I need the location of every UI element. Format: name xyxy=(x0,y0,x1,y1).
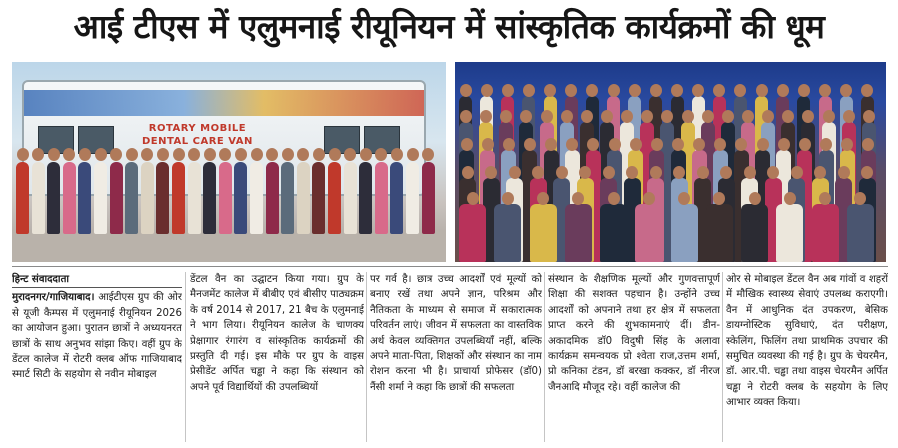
alumni-head xyxy=(863,110,875,123)
person-head xyxy=(110,148,122,161)
person-head xyxy=(266,148,278,161)
road xyxy=(12,230,446,262)
person-head xyxy=(32,148,44,161)
person-figure xyxy=(375,162,388,234)
alumni-head xyxy=(777,84,789,97)
alumni-head xyxy=(630,138,642,151)
person-head xyxy=(17,148,29,161)
alumni-head xyxy=(509,166,521,179)
person-head xyxy=(407,148,419,161)
person-figure xyxy=(250,162,263,234)
alumni-figure xyxy=(671,204,698,262)
person-head xyxy=(173,148,185,161)
alumni-head xyxy=(460,84,472,97)
photo-dental-van-group xyxy=(12,62,446,262)
person-head xyxy=(95,148,107,161)
person-head xyxy=(344,148,356,161)
dateline: मुरादनगर/गाजियाबाद। xyxy=(12,292,95,304)
alumni-head xyxy=(502,84,514,97)
person-figure xyxy=(110,162,123,234)
column-text: आईटीएस ग्रुप की ओर से यूजी कैम्पस में एलुमनाई रीयूनियन 2026 का आयोजन हुआ। पुरातन छात्रों ने अध्ययनरत छात्रों के साथ अनुभव सांझा किए। वहीं ग्रुप के डेंटल कालेज में रोटरी क्लब ऑफ गाजियाबाद स्मार्ट सिटी के सहयोग से नवीन मोबाइल xyxy=(12,292,182,381)
alumni-head xyxy=(722,110,734,123)
alumni-figure xyxy=(812,204,839,262)
article-column-3: पर गर्व है। छात्र उच्च आदर्शों एवं मूल्यों को बनाए रखें तथा अपने ज्ञान, परिश्रम और नैतिकता के माध्यम से समाज में सकारात्मक परिवर्तन लाएं। जीवन में सफलता का वास्तविक अर्थ केवल व्यक्तिगत उपलब्धियाँ नहीं, बल्कि अपने माता-पिता, शिक्षकों और संस्थान का नाम रोशन करना भी है। प्राचार्या प्रोफेसर (डॉ0) नैंसी शर्मा ने कहा कि छात्रों की सफलता xyxy=(370,274,542,393)
alumni-head xyxy=(643,192,655,205)
person-head xyxy=(313,148,325,161)
alumni-head xyxy=(650,84,662,97)
alumni-figure xyxy=(741,204,768,262)
alumni-head xyxy=(861,84,873,97)
person-head xyxy=(126,148,138,161)
person-figure xyxy=(219,162,232,234)
person-figure xyxy=(78,162,91,234)
alumni-head xyxy=(757,138,769,151)
alumni-head xyxy=(462,166,474,179)
alumni-figure xyxy=(706,204,733,262)
column-divider xyxy=(722,272,723,442)
alumni-head xyxy=(814,166,826,179)
alumni-figure xyxy=(494,204,521,262)
column-divider xyxy=(185,272,186,442)
person-figure xyxy=(422,162,435,234)
alumni-head xyxy=(503,138,515,151)
alumni-head xyxy=(608,84,620,97)
alumni-head xyxy=(692,84,704,97)
alumni-head xyxy=(626,166,638,179)
alumni-figure xyxy=(635,204,662,262)
person-figure xyxy=(390,162,403,234)
van-stripe xyxy=(24,90,424,116)
alumni-head xyxy=(461,138,473,151)
person-figure xyxy=(234,162,247,234)
alumni-head xyxy=(713,84,725,97)
alumni-head xyxy=(802,110,814,123)
article-column-4: संस्थान के शैक्षणिक मूल्यों और गुणवत्तापूर्ण शिक्षा की सशक्त पहचान है। उन्होंने उच्च आदर्शों को अपनाने तथा हर क्षेत्र में सफलता प्राप्त करने की शुभकामनाएं दीं। डीन-अकादमिक डॉ0 विदुषी सिंह के अलावा कार्यक्रम समन्वयक प्रो श्वेता राज,उत्तम शर्मा, प्रो कनिका टंडन, डॉ बरखा कक्कर, डॉ नीरज जैनआदि मौजूद रहे। वहीं कालेज की xyxy=(548,274,720,393)
person-figure xyxy=(266,162,279,234)
person-figure xyxy=(203,162,216,234)
person-figure xyxy=(125,162,138,234)
alumni-figure xyxy=(459,204,486,262)
person-head xyxy=(391,148,403,161)
alumni-head xyxy=(482,138,494,151)
alumni-head xyxy=(734,84,746,97)
alumni-head xyxy=(784,192,796,205)
alumni-head xyxy=(861,166,873,179)
alumni-head xyxy=(799,138,811,151)
headline: आई टीएस में एलुमनाई रीयूनियन में सांस्कृतिक कार्यक्रमों की धूम xyxy=(73,7,825,46)
person-head xyxy=(157,148,169,161)
van-label: ROTARY MOBILE DENTAL CARE VAN xyxy=(142,123,253,147)
alumni-head xyxy=(762,110,774,123)
article-column-2: डेंटल वैन का उद्घाटन किया गया। ग्रुप के मैनजमेंट कालेज में बीबीए एवं बीसीए पाठ्यक्रम के वर्ष 2014 से 2017, 21 बैच के एलुमनाई ने भाग लिया। रीयूनियन कालेज के चाणक्य प्रेक्षागार रंगारंग व सांस्कृतिक कार्यक्रमों की प्रस्तुति दी गई। इस मौके पर ग्रुप के वाइस प्रेसीडेंट अर्पित चड्ढा ने कहा कि संस्थान को अपने पूर्व विद्यार्थियों की उपलब्धियों xyxy=(190,274,364,393)
alumni-head xyxy=(756,84,768,97)
alumni-figure xyxy=(776,204,803,262)
alumni-head xyxy=(671,84,683,97)
person-figure xyxy=(156,162,169,234)
alumni-head xyxy=(744,166,756,179)
alumni-head xyxy=(485,166,497,179)
person-figure xyxy=(16,162,29,234)
alumni-head xyxy=(840,84,852,97)
alumni-head xyxy=(650,166,662,179)
article-column-5: ओर से मोबाइल डेंटल वैन अब गांवों व शहरों में मौखिक स्वास्थ्य सेवाएं उपलब्ध कराएगी। वैन में आधुनिक दंत उपकरण, बेसिक डायग्नोस्टिक सुविधाएं, दंत परीक्षण, स्केलिंग, फिलिंग तथा प्राथमिक उपचार की समुचित व्यवस्था की गई है। ग्रुप के चेयरमैन, डॉ. आर.पी. चड्ढा तथा वाइस चेयरमैन अर्पित चड्ढा ने रोटरी क्लब के सहयोग के लिए आभार व्यक्त किया। xyxy=(726,274,888,409)
person-head xyxy=(251,148,263,161)
alumni-head xyxy=(609,138,621,151)
person-figure xyxy=(344,162,357,234)
alumni-head xyxy=(481,84,493,97)
alumni-head xyxy=(629,84,641,97)
alumni-head xyxy=(778,138,790,151)
byline: हिन्ट संवाददाता xyxy=(12,272,182,288)
divider xyxy=(12,266,888,267)
alumni-head xyxy=(561,110,573,123)
alumni-head xyxy=(767,166,779,179)
person-head xyxy=(360,148,372,161)
article-column-1 xyxy=(12,272,182,444)
alumni-figure xyxy=(530,204,557,262)
alumni-head xyxy=(791,166,803,179)
alumni-head xyxy=(537,192,549,205)
alumni-head xyxy=(545,138,557,151)
person-figure xyxy=(63,162,76,234)
person-head xyxy=(422,148,434,161)
alumni-head xyxy=(579,166,591,179)
alumni-head xyxy=(524,138,536,151)
alumni-head xyxy=(608,192,620,205)
person-head xyxy=(79,148,91,161)
person-head xyxy=(329,148,341,161)
alumni-figure xyxy=(565,204,592,262)
person-figure xyxy=(281,162,294,234)
person-figure xyxy=(328,162,341,234)
alumni-head xyxy=(502,192,514,205)
alumni-head xyxy=(460,110,472,123)
person-figure xyxy=(297,162,310,234)
alumni-head xyxy=(678,192,690,205)
photo-alumni-group xyxy=(455,62,886,262)
alumni-head xyxy=(749,192,761,205)
alumni-head xyxy=(672,138,684,151)
alumni-figure xyxy=(847,204,874,262)
person-head xyxy=(235,148,247,161)
alumni-head xyxy=(820,138,832,151)
person-head xyxy=(188,148,200,161)
person-figure xyxy=(406,162,419,234)
alumni-head xyxy=(823,110,835,123)
person-figure xyxy=(141,162,154,234)
alumni-head xyxy=(682,110,694,123)
alumni-head xyxy=(586,84,598,97)
person-figure xyxy=(188,162,201,234)
alumni-head xyxy=(819,84,831,97)
alumni-head xyxy=(782,110,794,123)
alumni-head xyxy=(697,166,709,179)
alumni-head xyxy=(843,110,855,123)
alumni-head xyxy=(467,192,479,205)
alumni-head xyxy=(673,166,685,179)
column-divider xyxy=(366,272,367,442)
person-figure xyxy=(359,162,372,234)
alumni-head xyxy=(565,84,577,97)
alumni-head xyxy=(603,166,615,179)
column-divider xyxy=(544,272,545,442)
alumni-head xyxy=(532,166,544,179)
alumni-head xyxy=(581,110,593,123)
person-figure xyxy=(172,162,185,234)
alumni-head xyxy=(556,166,568,179)
person-head xyxy=(282,148,294,161)
person-head xyxy=(48,148,60,161)
alumni-head xyxy=(720,166,732,179)
person-figure xyxy=(32,162,45,234)
alumni-head xyxy=(798,84,810,97)
person-head xyxy=(204,148,216,161)
person-figure xyxy=(47,162,60,234)
alumni-figure xyxy=(600,204,627,262)
alumni-head xyxy=(601,110,613,123)
person-figure xyxy=(312,162,325,234)
alumni-head xyxy=(838,166,850,179)
alumni-head xyxy=(651,138,663,151)
alumni-head xyxy=(702,110,714,123)
alumni-head xyxy=(544,84,556,97)
alumni-head xyxy=(523,84,535,97)
alumni-head xyxy=(742,110,754,123)
alumni-head xyxy=(819,192,831,205)
alumni-head xyxy=(541,110,553,123)
person-figure xyxy=(94,162,107,234)
